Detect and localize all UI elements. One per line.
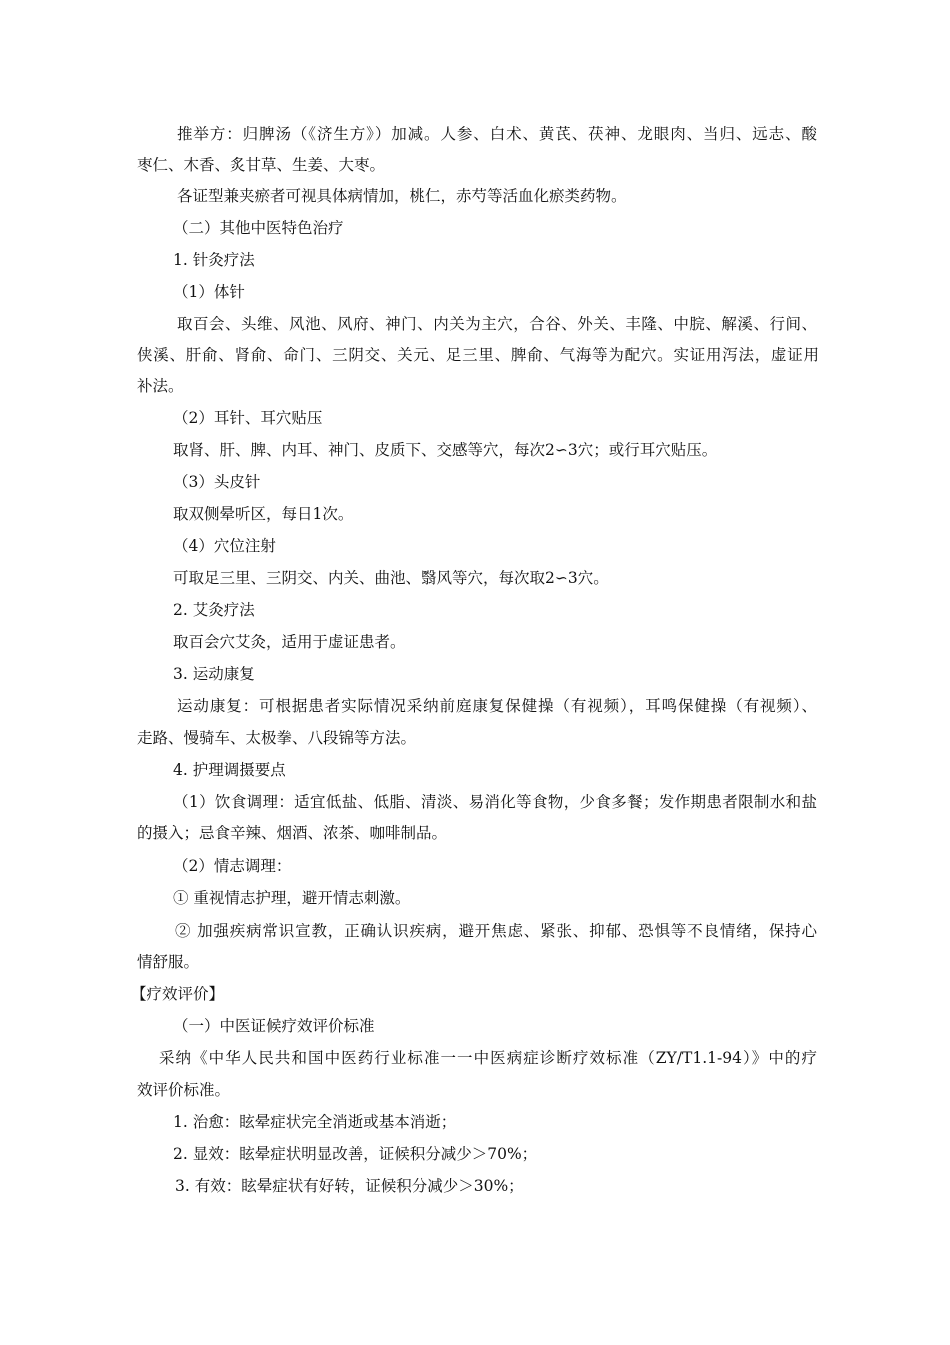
subheading-body-needle: （1）体针 [173,283,245,301]
subheading-exercise: 3. 运动康复 [173,665,255,683]
section-heading-other-tcm: （二）其他中医特色治疗 [173,219,344,237]
text-line-diet-2: 的摄入；忌食辛辣、烟酒、浓茶、咖啡制品。 [137,824,448,842]
list-item-effective: 3. 有效：眩晕症状有好转，证候积分减少＞30%； [175,1177,524,1195]
text-line-blood-stasis: 各证型兼夹瘀者可视具体病情加，桃仁，赤芍等活血化瘀类药物。 [177,187,627,205]
list-item-marked-effect: 2. 显效：眩晕症状明显改善，证候积分减少＞70%； [173,1145,538,1163]
heading-efficacy-evaluation: 【疗效评价】 [131,985,225,1003]
subheading-emotion: （2）情志调理： [173,857,292,875]
subheading-acupuncture: 1. 针灸疗法 [173,251,255,269]
text-line-body-needle-1: 取百会、头维、风池、风府、神门、内关为主穴，合谷、外关、丰隆、中脘、解溪、行间、 [177,315,817,333]
text-line-standard-2: 效评价标准。 [137,1081,231,1099]
text-line-emotion-2: ② 加强疾病常识宣教，正确认识疾病，避开焦虑、紧张、抑郁、恐惧等不良情绪，保持心 [175,922,817,940]
text-line-emotion-1: ① 重视情志护理，避开情志刺激。 [173,889,411,907]
text-line-point-injection: 可取足三里、三阴交、内关、曲池、翳风等穴，每次取2∽3穴。 [173,569,609,587]
text-line-exercise-1: 运动康复：可根据患者实际情况采纳前庭康复保健操（有视频），耳鸣保健操（有视频）、 [177,697,817,715]
subheading-nursing: 4. 护理调摄要点 [173,761,286,779]
text-line-prescription-cont: 枣仁、木香、炙甘草、生姜、大枣。 [137,156,386,174]
text-line-scalp-needle: 取双侧晕听区，每日1次。 [173,505,354,523]
text-line-diet-1: （1）饮食调理：适宜低盐、低脂、清淡、易消化等食物，少食多餐；发作期患者限制水和盐 [173,793,817,811]
list-item-cured: 1. 治愈：眩晕症状完全消逝或基本消逝； [173,1113,457,1131]
subheading-moxibustion: 2. 艾灸疗法 [173,601,255,619]
text-line-prescription: 推举方：归脾汤（《济生方》）加减。人参、白术、黄芪、茯神、龙眼肉、当归、远志、酸 [177,125,817,143]
subheading-point-injection: （4）穴位注射 [173,537,276,555]
text-line-body-needle-3: 补法。 [137,377,184,395]
subheading-ear-needle: （2）耳针、耳穴贴压 [173,409,323,427]
subheading-scalp-needle: （3）头皮针 [173,473,261,491]
text-line-emotion-3: 情舒服。 [137,953,200,971]
text-line-standard-1: 采纳《中华人民共和国中医药行业标准一一中医病症诊断疗效标准（ZY/T1.1-94）》中的疗 [159,1049,817,1067]
section-heading-tcm-criteria: （一）中医证候疗效评价标准 [173,1017,375,1035]
text-line-body-needle-2: 侠溪、肝俞、肾俞、命门、三阴交、关元、足三里、脾俞、气海等为配穴。实证用泻法，虚证用 [137,346,819,364]
text-line-moxibustion: 取百会穴艾灸，适用于虚证患者。 [173,633,406,651]
text-line-exercise-2: 走路、慢骑车、太极拳、八段锦等方法。 [137,729,417,747]
text-line-ear-needle: 取肾、肝、脾、内耳、神门、皮质下、交感等穴，每次2∽3穴；或行耳穴贴压。 [173,441,718,459]
